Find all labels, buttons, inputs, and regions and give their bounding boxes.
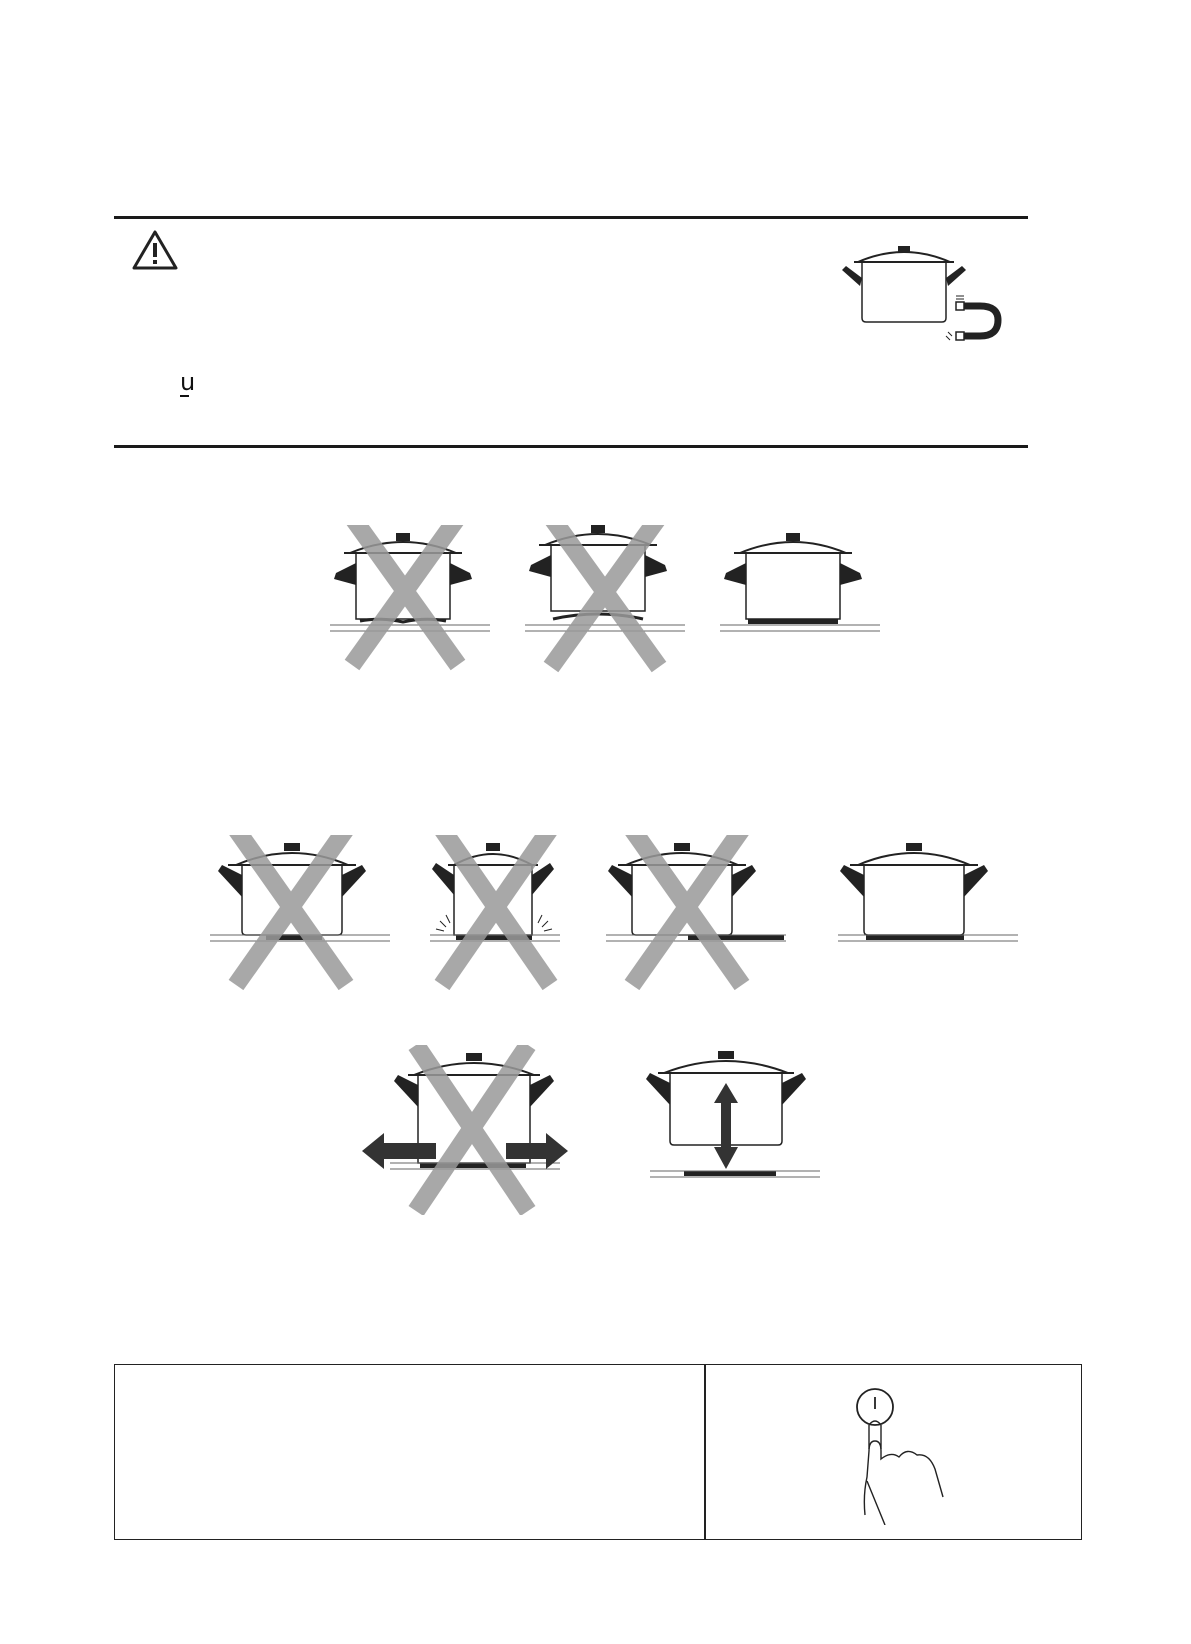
warning-triangle-icon — [130, 228, 180, 272]
table-divider — [704, 1365, 706, 1539]
cross-icon — [632, 835, 742, 985]
u-symbol-text: u — [180, 368, 196, 396]
info-table — [114, 1364, 1082, 1540]
u-symbol — [180, 370, 195, 397]
pot-wobbling-icon — [430, 835, 560, 985]
magnet-icon — [946, 296, 998, 340]
power-touch-icon — [845, 1385, 955, 1525]
pot-sliding-icon — [362, 1045, 568, 1211]
pot-uneven-base-icon — [330, 525, 490, 665]
arrow-updown-icon — [714, 1083, 738, 1169]
pot-icon — [842, 246, 966, 322]
cross-icon — [236, 835, 346, 985]
cross-icon — [416, 1045, 528, 1211]
row1-figures — [330, 525, 890, 675]
bottom-rule — [114, 445, 1028, 448]
row2-figures — [210, 835, 1030, 995]
cross-icon — [551, 525, 659, 667]
pot-flat-base-icon — [720, 533, 880, 631]
pot-off-center-icon — [606, 835, 786, 985]
pot-lift-icon — [646, 1051, 820, 1177]
pot-curved-base-icon — [525, 525, 685, 667]
pot-too-small-base-icon — [210, 835, 390, 985]
magnet-pan-figure — [840, 240, 1010, 350]
top-rule — [114, 216, 1028, 219]
cross-icon — [442, 835, 550, 985]
row3-figures — [360, 1045, 830, 1215]
pot-correct-size-icon — [838, 843, 1018, 941]
cross-icon — [352, 525, 458, 665]
